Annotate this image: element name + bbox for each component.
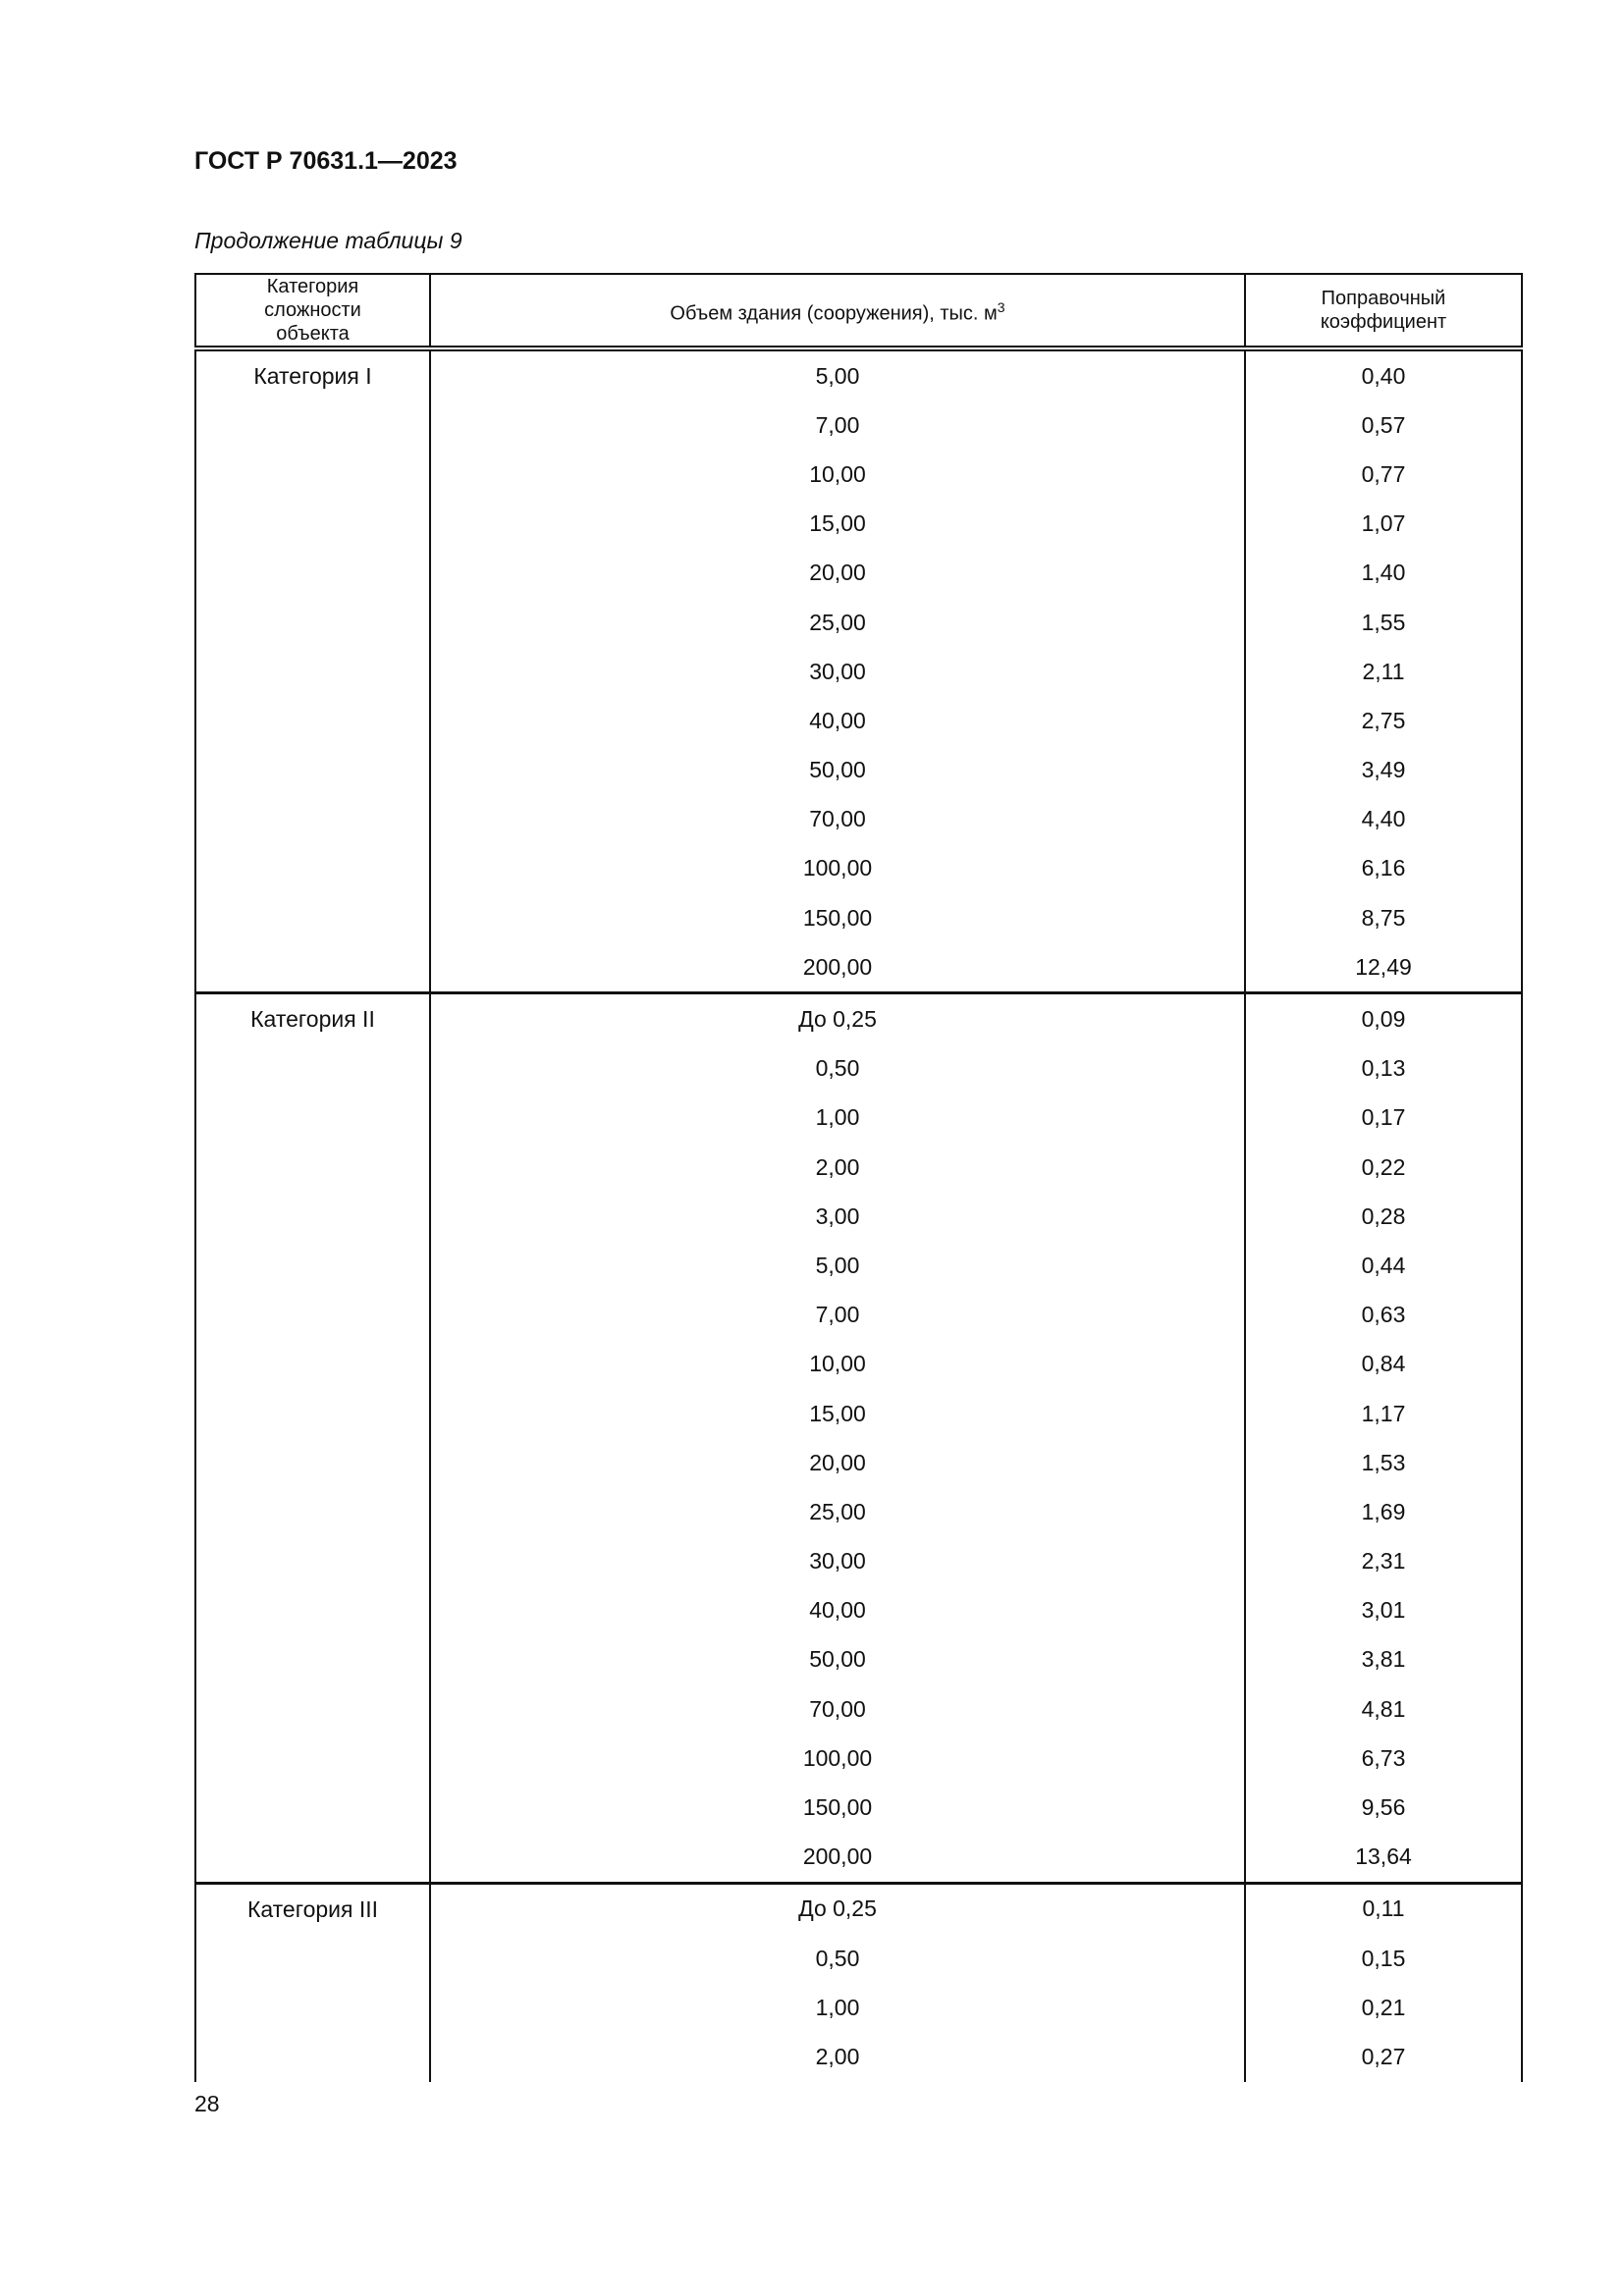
coefficient-cell: 1,40 xyxy=(1245,549,1522,598)
volume-cell: 1,00 xyxy=(430,1094,1245,1143)
volume-cell: 15,00 xyxy=(430,500,1245,549)
page-number: 28 xyxy=(194,2091,220,2116)
coefficient-cell: 0,15 xyxy=(1245,1934,1522,1983)
coefficient-cell: 0,63 xyxy=(1245,1291,1522,1340)
volume-cell: 25,00 xyxy=(430,1487,1245,1536)
coefficient-cell: 1,07 xyxy=(1245,500,1522,549)
volume-cell: 10,00 xyxy=(430,1340,1245,1389)
coefficient-cell: 0,21 xyxy=(1245,1983,1522,2032)
table-header-row xyxy=(195,274,1522,348)
volume-cell: 0,50 xyxy=(430,1934,1245,1983)
coefficient-cell: 2,11 xyxy=(1245,647,1522,696)
volume-cell: 100,00 xyxy=(430,1734,1245,1783)
category-cell: Категория I xyxy=(195,348,430,993)
coefficient-cell: 0,27 xyxy=(1245,2032,1522,2081)
volume-cell: 150,00 xyxy=(430,1783,1245,1832)
coefficient-cell: 13,64 xyxy=(1245,1833,1522,1884)
header-category-text: Категория сложности объекта xyxy=(264,276,361,345)
coefficient-cell: 0,57 xyxy=(1245,400,1522,450)
volume-cell: 2,00 xyxy=(430,2032,1245,2081)
coefficient-cell: 0,17 xyxy=(1245,1094,1522,1143)
header-coefficient-text: Поправочный коэффициент xyxy=(1320,288,1447,333)
volume-cell: 30,00 xyxy=(430,647,1245,696)
coefficient-cell: 1,69 xyxy=(1245,1487,1522,1536)
header-volume-sup: 3 xyxy=(997,298,1005,315)
volume-cell: 10,00 xyxy=(430,450,1245,499)
volume-cell: 7,00 xyxy=(430,1291,1245,1340)
volume-cell: 20,00 xyxy=(430,1438,1245,1487)
header-volume xyxy=(430,274,1245,348)
coefficient-cell: 0,22 xyxy=(1245,1143,1522,1192)
coefficient-cell: 1,17 xyxy=(1245,1389,1522,1438)
coefficient-cell: 0,28 xyxy=(1245,1192,1522,1241)
coefficient-cell: 3,81 xyxy=(1245,1635,1522,1684)
volume-cell: 40,00 xyxy=(430,696,1245,745)
table-row xyxy=(195,348,1522,400)
coefficient-cell: 0,09 xyxy=(1245,993,1522,1044)
header-coefficient xyxy=(1245,274,1522,348)
coefficient-cell: 0,77 xyxy=(1245,450,1522,499)
volume-cell: 200,00 xyxy=(430,942,1245,993)
volume-cell: 20,00 xyxy=(430,549,1245,598)
coefficient-cell: 8,75 xyxy=(1245,893,1522,942)
coefficient-cell: 4,81 xyxy=(1245,1684,1522,1734)
coefficient-cell: 3,49 xyxy=(1245,746,1522,795)
volume-cell: До 0,25 xyxy=(430,993,1245,1044)
coefficient-cell: 4,40 xyxy=(1245,795,1522,844)
coefficient-cell: 0,84 xyxy=(1245,1340,1522,1389)
volume-cell: 3,00 xyxy=(430,1192,1245,1241)
header-volume-text: Объем здания (сооружения), тыс. м xyxy=(670,302,998,325)
coefficient-cell: 1,55 xyxy=(1245,598,1522,647)
coefficient-cell: 0,44 xyxy=(1245,1241,1522,1290)
coefficient-cell: 0,11 xyxy=(1245,1883,1522,1934)
coefficient-table xyxy=(194,273,1523,2082)
category-cell: Категория III xyxy=(195,1883,430,2081)
volume-cell: 1,00 xyxy=(430,1983,1245,2032)
volume-cell: 150,00 xyxy=(430,893,1245,942)
volume-cell: 25,00 xyxy=(430,598,1245,647)
category-cell: Категория II xyxy=(195,993,430,1883)
coefficient-cell: 2,75 xyxy=(1245,696,1522,745)
coefficient-cell: 6,73 xyxy=(1245,1734,1522,1783)
coefficient-cell: 9,56 xyxy=(1245,1783,1522,1832)
table-row xyxy=(195,1883,1522,1934)
volume-cell: 7,00 xyxy=(430,400,1245,450)
volume-cell: 40,00 xyxy=(430,1586,1245,1635)
volume-cell: 15,00 xyxy=(430,1389,1245,1438)
coefficient-cell: 0,40 xyxy=(1245,348,1522,400)
volume-cell: 200,00 xyxy=(430,1833,1245,1884)
table-caption: Продолжение таблицы 9 xyxy=(194,228,462,253)
volume-cell: 70,00 xyxy=(430,1684,1245,1734)
volume-cell: 70,00 xyxy=(430,795,1245,844)
volume-cell: 30,00 xyxy=(430,1537,1245,1586)
coefficient-cell: 1,53 xyxy=(1245,1438,1522,1487)
volume-cell: 5,00 xyxy=(430,1241,1245,1290)
volume-cell: 5,00 xyxy=(430,348,1245,400)
coefficient-cell: 12,49 xyxy=(1245,942,1522,993)
volume-cell: 0,50 xyxy=(430,1044,1245,1094)
header-category xyxy=(195,274,430,348)
coefficient-cell: 2,31 xyxy=(1245,1537,1522,1586)
volume-cell: До 0,25 xyxy=(430,1883,1245,1934)
volume-cell: 2,00 xyxy=(430,1143,1245,1192)
document-title: ГОСТ Р 70631.1—2023 xyxy=(194,147,458,175)
coefficient-cell: 3,01 xyxy=(1245,1586,1522,1635)
volume-cell: 50,00 xyxy=(430,1635,1245,1684)
volume-cell: 50,00 xyxy=(430,746,1245,795)
coefficient-cell: 6,16 xyxy=(1245,844,1522,893)
volume-cell: 100,00 xyxy=(430,844,1245,893)
coefficient-cell: 0,13 xyxy=(1245,1044,1522,1094)
table-row xyxy=(195,993,1522,1044)
